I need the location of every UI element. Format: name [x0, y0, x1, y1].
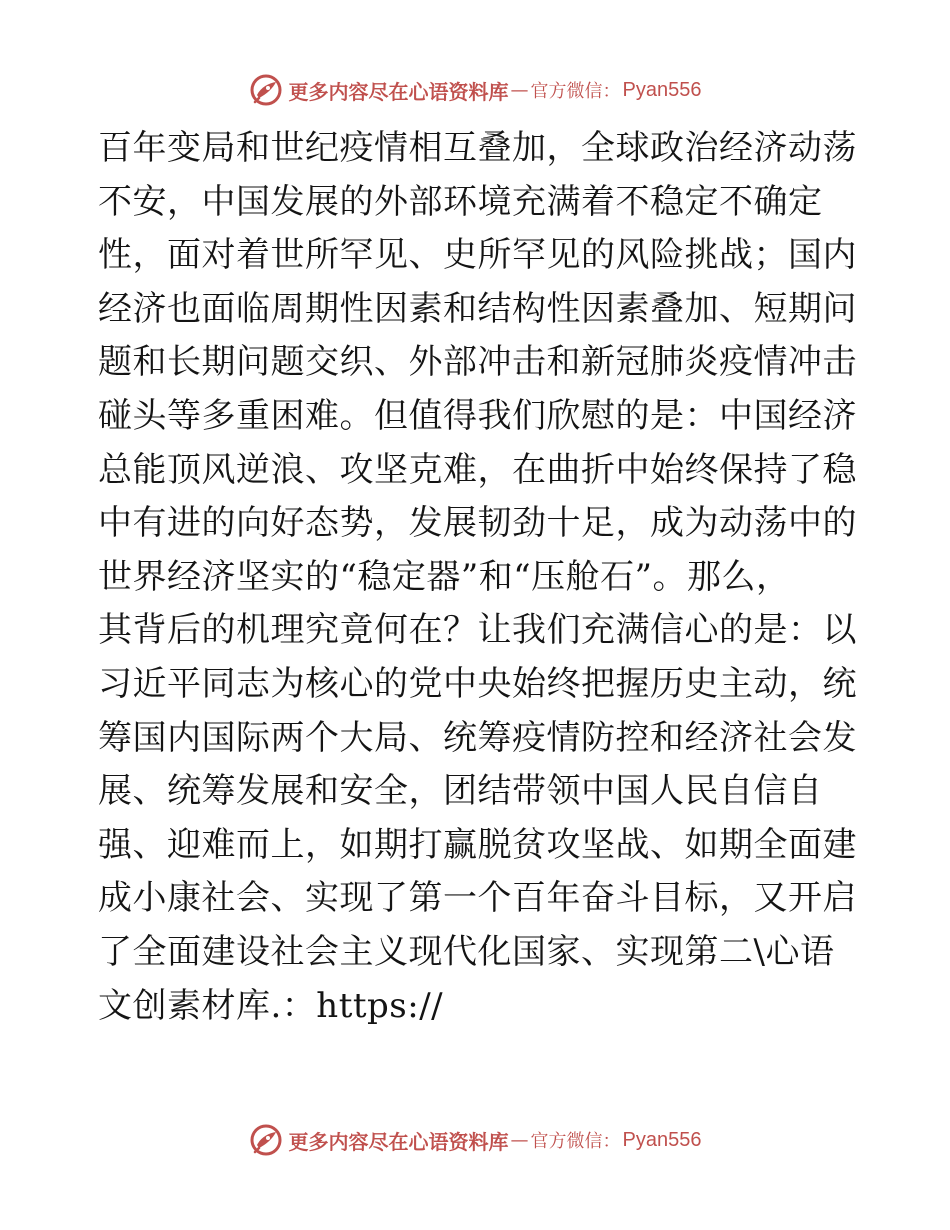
text-line: 总能顶风逆浪、攻坚克难，在曲折中始终保持了稳 [98, 449, 857, 490]
text-line: 世界经济坚实的“稳定器”和“压舱石”。那么， [98, 556, 791, 597]
footer-dash: — [510, 1129, 529, 1151]
text-line: 了全面建设社会主义现代化国家、实现第二\心语 [98, 931, 835, 972]
text-line: 习近平同志为核心的党中央始终把握历史主动，统 [98, 663, 857, 704]
header-brand-text: 更多内容尽在心语资料库 [288, 79, 509, 104]
header-dash: — [510, 79, 529, 101]
pen-logo-icon [249, 73, 283, 107]
text-line: 筹国内国际两个大局、统筹疫情防控和经济社会发 [98, 717, 857, 758]
text-line: 中有进的向好态势，发展韧劲十足，成为动荡中的 [98, 503, 857, 544]
text-line: 文创素材库.：https:// [98, 985, 444, 1026]
document-body [98, 122, 858, 1033]
header-contact-label: 官方微信： [530, 81, 621, 102]
text-line: 不安，中国发展的外部环境充满着不稳定不确定 [98, 181, 823, 222]
pen-logo-icon [249, 1123, 283, 1157]
footer-banner [0, 1120, 950, 1160]
header-handle: Pyan556 [622, 78, 702, 101]
text-line: 题和长期问题交织、外部冲击和新冠肺炎疫情冲击 [98, 342, 857, 383]
text-line: 展、统筹发展和安全，团结带领中国人民自信自 [98, 771, 823, 812]
footer-contact-label: 官方微信： [530, 1131, 621, 1152]
text-line: 强、迎难而上，如期打赢脱贫攻坚战、如期全面建 [98, 824, 857, 865]
text-line: 性，面对着世所罕见、史所罕见的风险挑战；国内 [98, 235, 857, 276]
text-line: 百年变局和世纪疫情相互叠加，全球政治经济动荡 [98, 128, 857, 168]
text-line: 经济也面临周期性因素和结构性因素叠加、短期问 [98, 288, 857, 329]
text-line: 碰头等多重困难。但值得我们欣慰的是：中国经济 [98, 395, 857, 436]
footer-handle: Pyan556 [622, 1128, 702, 1151]
text-line: 成小康社会、实现了第一个百年奋斗目标，又开启 [98, 878, 857, 919]
header-banner [0, 70, 950, 110]
footer-brand-text: 更多内容尽在心语资料库 [288, 1129, 509, 1154]
text-line: 其背后的机理究竟何在？让我们充满信心的是：以 [98, 610, 857, 651]
